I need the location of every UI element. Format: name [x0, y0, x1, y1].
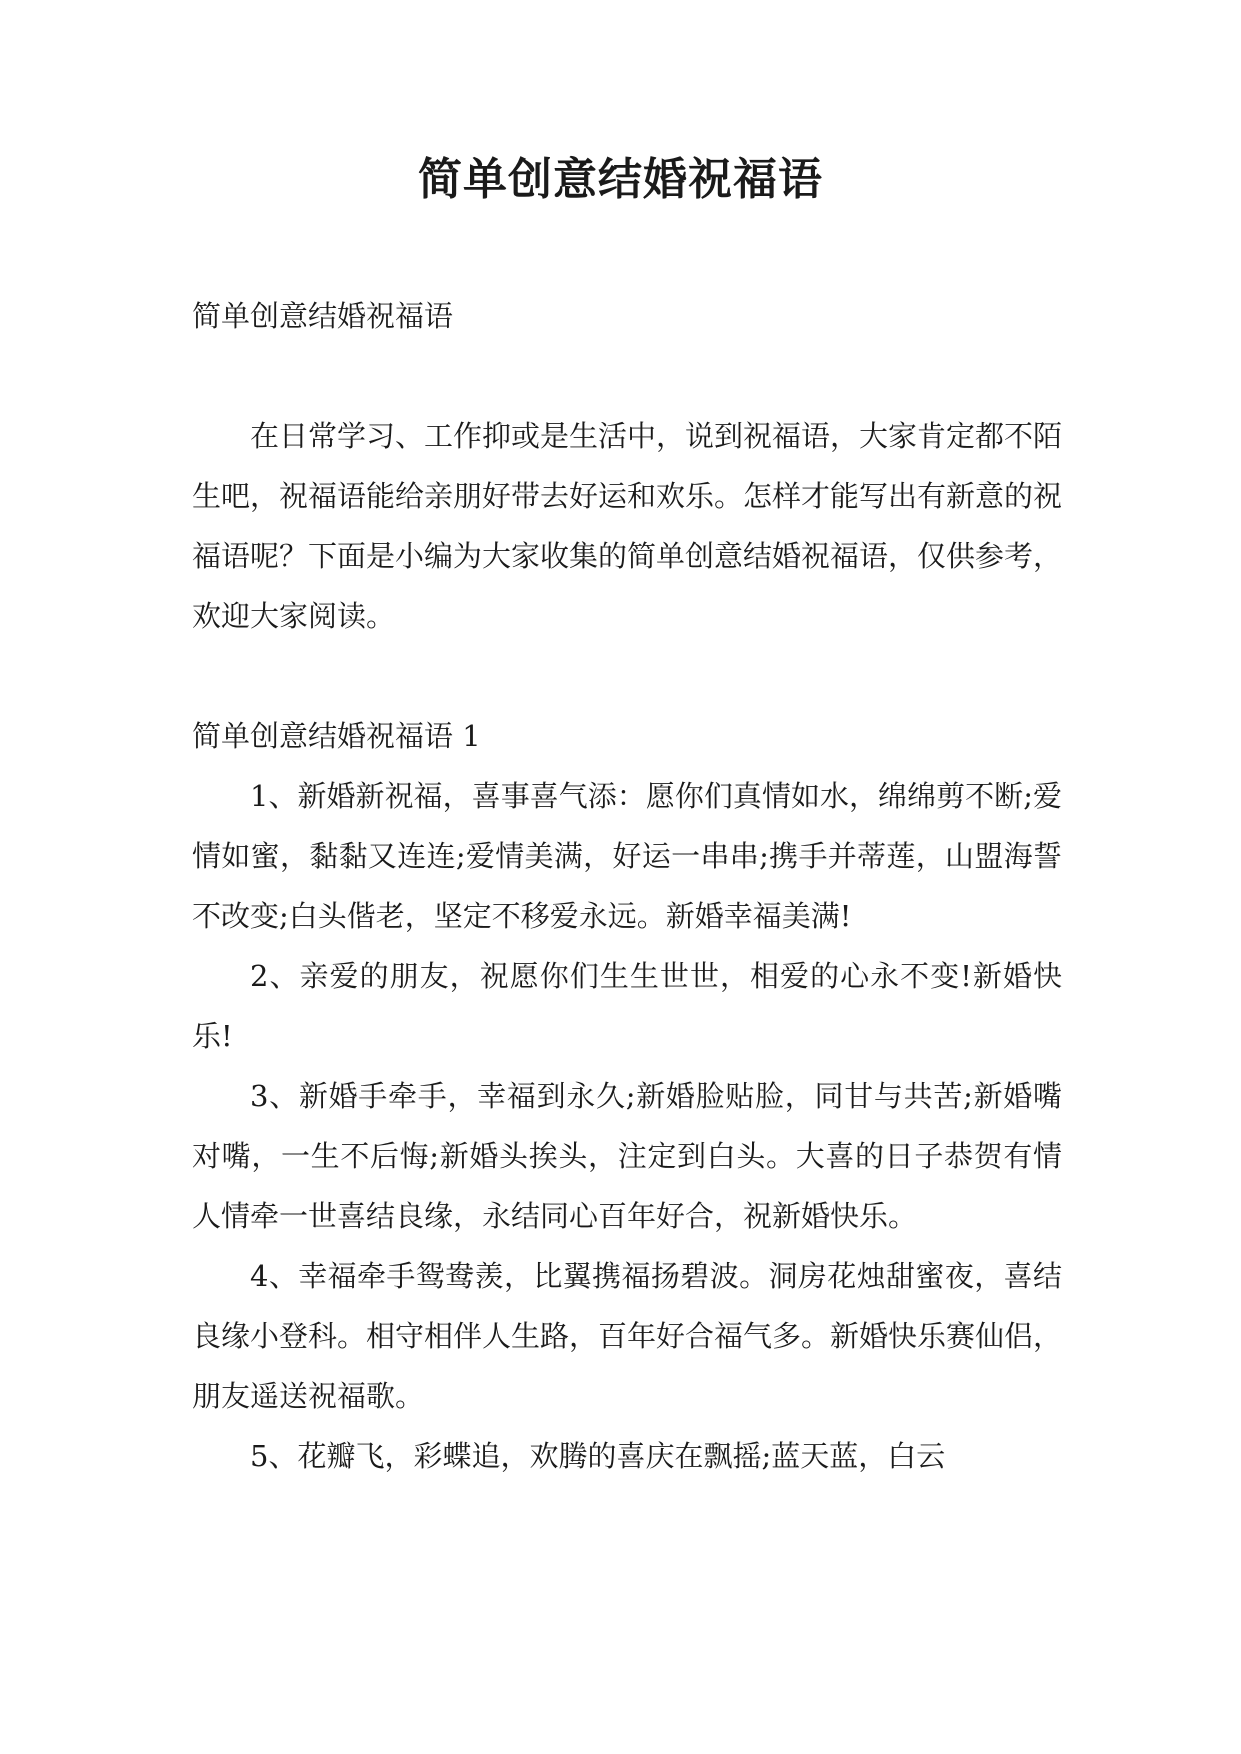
blessing-item-5: 5、花瓣飞，彩蝶追，欢腾的喜庆在飘摇;蓝天蓝，白云 [250, 1439, 946, 1473]
document-subtitle: 简单创意结婚祝福语 [192, 299, 454, 333]
document-body [192, 286, 1062, 1486]
intro-paragraph: 在日常学习、工作抑或是生活中，说到祝福语，大家肯定都不陌生吧，祝福语能给亲朋好带去好运和欢乐。怎样才能写出有新意的祝福语呢？下面是小编为大家收集的简单创意结婚祝福语，仅供参考，欢迎大家阅读。 [192, 419, 1063, 633]
blessing-item-2: 2、亲爱的朋友，祝愿你们生生世世，相爱的心永不变!新婚快乐! [192, 959, 1062, 1053]
blessing-item-4: 4、幸福牵手鸳鸯羡，比翼携福扬碧波。洞房花烛甜蜜夜，喜结良缘小登科。相守相伴人生路，百年好合福气多。新婚快乐赛仙侣，朋友遥送祝福歌。 [192, 1259, 1063, 1413]
blessing-item-1: 1、新婚新祝福，喜事喜气添：愿你们真情如水，绵绵剪不断;爱情如蜜，黏黏又连连;爱情美满，好运一串串;携手并蒂莲，山盟海誓不改变;白头偕老，坚定不移爱永远。新婚幸福美满! [192, 779, 1062, 933]
document-title: 简单创意结婚祝福语 [418, 154, 823, 205]
section-heading: 简单创意结婚祝福语 1 [192, 719, 481, 753]
blessing-item-3: 3、新婚手牵手，幸福到永久;新婚脸贴脸，同甘与共苦;新婚嘴对嘴，一生不后悔;新婚头挨头，注定到白头。大喜的日子恭贺有情人情牵一世喜结良缘，永结同心百年好合，祝新婚快乐。 [192, 1079, 1062, 1233]
